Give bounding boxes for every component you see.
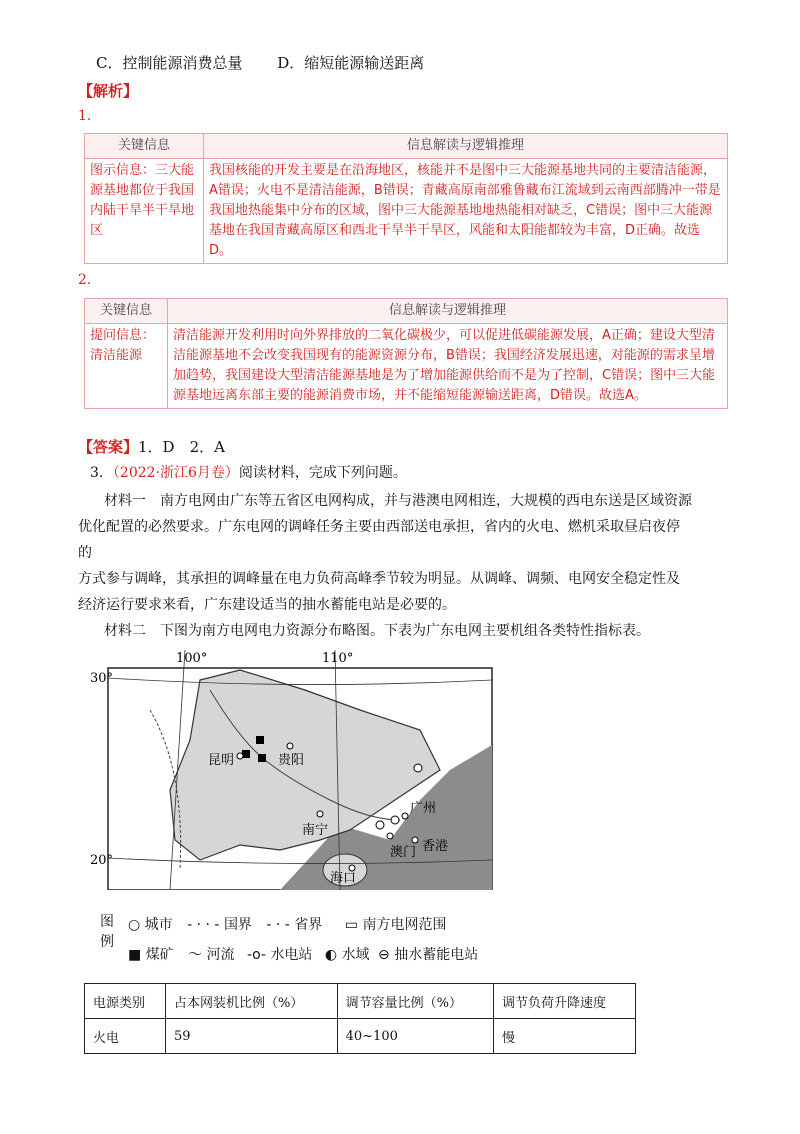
province-legend-icon: - · - — [266, 917, 290, 933]
city-marker — [412, 837, 418, 843]
legend-province-border: 省界 — [294, 917, 323, 933]
legend-grid-range: 南方电网范围 — [362, 917, 447, 933]
city-marker — [237, 753, 243, 759]
grid-range-legend-icon: ▭ — [344, 917, 358, 933]
q2-header-key: 关键信息 — [85, 299, 168, 324]
legend-water: 水域 — [341, 947, 370, 963]
table-cell: 59 — [165, 1019, 337, 1054]
table-cell: 慢 — [494, 1019, 636, 1054]
legend-national-border: 国界 — [223, 917, 252, 933]
material2: 材料二 下图为南方电网电力资源分布略图。下表为广东电网主要机组各类特性指标表。 — [104, 623, 650, 639]
table-header-cell: 调节容量比例（%） — [337, 984, 493, 1019]
material1-line5: 经济运行要求来看，广东建设适当的抽水蓄能电站是必要的。 — [78, 597, 456, 613]
legend-hydro: 水电站 — [270, 947, 313, 963]
lon-label-100: 100° — [176, 651, 208, 666]
analysis-label: 【解析】 — [78, 82, 139, 100]
city-marker — [317, 811, 323, 817]
q2-table — [84, 298, 728, 409]
material1-line4: 方式参与调峰，其承担的调峰量在电力负荷高峰季节较为明显。从调峰、调频、电网安全稳定性及 — [78, 571, 680, 587]
legend-river: 河流 — [206, 947, 235, 963]
table-cell: 火电 — [85, 1019, 166, 1054]
q3-number: 3． — [90, 465, 113, 481]
unit-characteristics-table — [84, 983, 636, 1054]
q1-number: 1. — [78, 108, 92, 124]
option-d: D．缩短能源输送距离 — [277, 54, 425, 72]
q1-header-key: 关键信息 — [85, 134, 204, 159]
water-legend-icon: ◐ — [324, 947, 338, 963]
material1-line2: 优化配置的必然要求。广东电网的调峰任务主要由西部送电承担，省内的火电、燃机采取昼启夜停 — [78, 519, 680, 535]
city-label-macau: 澳门 — [390, 845, 417, 860]
material1-line1: 材料一 南方电网由广东等五省区电网构成，并与港澳电网相连，大规模的西电东送是区域资源 — [104, 493, 692, 509]
hydro-station-marker — [376, 821, 384, 829]
lat-label-30: 30° — [90, 671, 114, 686]
city-marker — [402, 813, 408, 819]
q1-table — [84, 133, 728, 264]
pumped-storage-marker — [391, 816, 399, 824]
answer-tag: 【答案】 — [78, 438, 139, 456]
lat-label-20: 20° — [90, 853, 114, 868]
q1-key-info: 图示信息：三大能源基地都位于我国内陆干旱半干旱地区 — [85, 159, 204, 264]
q1-header-reasoning: 信息解读与逻辑推理 — [204, 134, 728, 159]
q3-intro — [90, 462, 407, 482]
q3-prompt: 阅读材料，完成下列问题。 — [238, 465, 407, 481]
coal-mine-marker — [258, 754, 266, 762]
hydro-legend-icon: -o- — [247, 947, 266, 963]
city-label-haikou: 海口 — [330, 871, 357, 886]
table-header-cell: 占本网装机比例（%） — [165, 984, 337, 1019]
city-label-nanning: 南宁 — [302, 823, 329, 838]
answer-text: 1．D 2．A — [138, 438, 225, 456]
table-header-cell: 电源类别 — [85, 984, 166, 1019]
q1-reasoning: 我国核能的开发主要是在沿海地区，核能并不是图中三大能源基地共同的主要清洁能源，A错误；火电不是清洁能源，B错误；青藏高原南部雅鲁藏布江流域到云南西部腾冲一带是我国地热能集中分布的区域，图中三大能源基地地热能相对缺乏，C错误；图中三大能源基地在我国青藏高原区和西北干旱半干旱区，风能和太阳能都较为丰富，D正确。故选D。 — [204, 159, 728, 264]
city-marker — [287, 743, 293, 749]
legend-pumped-storage: 抽水蓄能电站 — [394, 947, 479, 963]
q2-number: 2. — [78, 272, 92, 288]
legend-row-2 — [128, 944, 478, 964]
power-grid-map — [90, 650, 510, 890]
river-legend-icon: 〜 — [188, 947, 203, 963]
option-c: C．控制能源消费总量 — [96, 54, 243, 72]
legend-row-1 — [128, 914, 446, 934]
q2-reasoning: 清洁能源开发利用时向外界排放的二氧化碳极少，可以促进低碳能源发展，A正确；建设大型清洁能源基地不会改变我国现有的能源资源分布，B错误；我国经济发展迅速，对能源的需求呈增加趋势，我国建设大型清洁能源基地是为了增加能源供给而不是为了控制，C错误；图中三大能源基地远离东部主要的能源消费市场，并不能缩短能源输送距离，D错误。故选A。 — [168, 324, 728, 409]
map-legend — [100, 912, 620, 974]
table-header-cell: 调节负荷升降速度 — [494, 984, 636, 1019]
city-label-hongkong: 香港 — [422, 839, 449, 854]
legend-title: 图例 — [100, 914, 114, 950]
table-header-row — [85, 984, 636, 1019]
hydro-station-marker — [414, 764, 422, 772]
answer-options — [96, 52, 424, 73]
city-label-kunming: 昆明 — [208, 753, 235, 768]
city-label-guangzhou: 广州 — [410, 801, 437, 816]
city-label-guiyang: 贵阳 — [278, 753, 305, 768]
city-legend-icon: ○ — [128, 917, 141, 933]
city-marker — [387, 833, 393, 839]
legend-coal: 煤矿 — [145, 947, 174, 963]
border-legend-icon: - · · - — [187, 917, 220, 933]
legend-city: 城市 — [144, 917, 173, 933]
lon-label-110: 110° — [322, 651, 354, 666]
table-cell: 40~100 — [337, 1019, 493, 1054]
material1-line3: 的 — [78, 545, 92, 561]
table-row — [85, 1019, 636, 1054]
q2-key-info: 提问信息：清洁能源 — [85, 324, 168, 409]
coal-mine-marker — [256, 736, 264, 744]
coal-legend-icon: ■ — [128, 947, 142, 963]
q3-source: （2022·浙江6月卷） — [112, 465, 239, 481]
pumped-legend-icon: ⊖ — [378, 947, 390, 963]
answer-line — [78, 436, 225, 457]
q2-header-reasoning: 信息解读与逻辑推理 — [168, 299, 728, 324]
